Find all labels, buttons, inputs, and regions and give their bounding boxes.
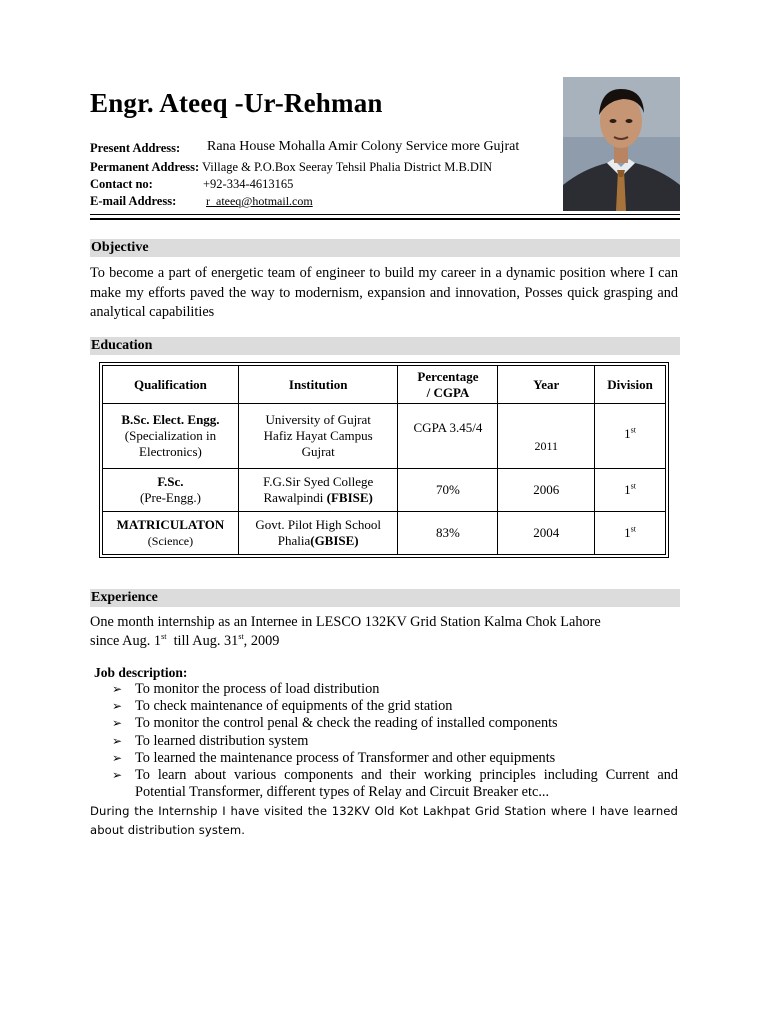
arrow-bullet-icon: ➢ xyxy=(112,768,123,783)
list-item: ➢ To monitor the process of load distribution xyxy=(112,681,380,697)
division-cell: 1st xyxy=(595,404,666,468)
arrow-bullet-icon: ➢ xyxy=(112,750,123,765)
arrow-bullet-icon: ➢ xyxy=(112,733,123,748)
email-row xyxy=(90,194,313,209)
experience-line-1: One month internship as an Internee in LESCO 132KV Grid Station Kalma Chok Lahore xyxy=(90,614,601,630)
email-link[interactable]: r_ateeq@hotmail.com xyxy=(206,194,313,208)
permanent-address-label: Permanent Address: xyxy=(90,160,200,174)
objective-text: To become a part of energetic team of engineer to build my career in a dynamic position where I can make my efforts paved the way to modernism, expansion and innovation, Posses quick grasping and analytical capabilities xyxy=(90,265,678,320)
email-label: E-mail Address: xyxy=(90,194,177,208)
arrow-bullet-icon: ➢ xyxy=(112,716,123,731)
header-year: Year xyxy=(498,366,595,404)
header-division: Division xyxy=(595,366,666,404)
education-table xyxy=(99,362,669,558)
section-education-heading: Education xyxy=(90,337,680,355)
internship-closing-text: During the Internship I have visited the 132KV Old Kot Lakhpat Grid Station where I have learned about distribution system. xyxy=(90,804,678,837)
candidate-name: Engr. Ateeq -Ur-Rehman xyxy=(90,88,383,118)
experience-summary xyxy=(90,613,678,651)
list-item: ➢ To learned the maintenance process of Transformer and other equipments xyxy=(112,749,556,766)
arrow-bullet-icon: ➢ xyxy=(112,682,123,696)
institution-cell: Govt. Pilot High School Phalia(GBISE) xyxy=(238,511,398,554)
arrow-bullet-icon: ➢ xyxy=(112,699,123,714)
header-qualification: Qualification xyxy=(103,366,239,404)
header-percentage: Percentage / CGPA xyxy=(398,366,498,404)
institution-cell: University of Gujrat Hafiz Hayat Campus Gujrat xyxy=(238,404,398,468)
score-cell: 70% xyxy=(398,468,498,511)
list-item: ➢ To learn about various components and their working principles including Current and Potential Transformer, different types of Relay and Circuit Breaker etc... xyxy=(112,767,678,801)
job-description-list xyxy=(112,681,678,801)
present-address-value: Rana House Mohalla Amir Colony Service more Gujrat xyxy=(207,139,520,154)
list-item: ➢ To check maintenance of equipments of the grid station xyxy=(112,698,453,715)
list-item: ➢ To learned distribution system xyxy=(112,732,309,749)
year-cell: 2004 xyxy=(498,511,595,554)
profile-photo xyxy=(563,77,680,211)
division-cell: 1st xyxy=(595,511,666,554)
year-cell: 2011 xyxy=(498,404,595,468)
institution-cell: F.G.Sir Syed College Rawalpindi (FBISE) xyxy=(238,468,398,511)
table-row xyxy=(103,404,666,468)
present-address-label: Present Address: xyxy=(90,141,181,155)
table-row xyxy=(103,511,666,554)
header-divider-thick xyxy=(90,218,680,220)
contact-value: +92-334-4613165 xyxy=(203,177,294,191)
qualification-cell: F.Sc. (Pre-Engg.) xyxy=(103,468,239,511)
qualification-cell: B.Sc. Elect. Engg. (Specialization in Electronics) xyxy=(103,404,239,468)
contact-row xyxy=(90,177,294,192)
list-item: ➢ To monitor the control penal & check the reading of installed components xyxy=(112,715,558,732)
section-experience-heading: Experience xyxy=(90,589,680,607)
section-objective-heading: Objective xyxy=(90,239,680,257)
score-cell: 83% xyxy=(398,511,498,554)
header-institution: Institution xyxy=(238,366,398,404)
contact-label: Contact no: xyxy=(90,177,153,191)
year-cell: 2006 xyxy=(498,468,595,511)
qualification-cell: MATRICULATON (Science) xyxy=(103,511,239,554)
header-divider-thin xyxy=(90,214,680,215)
permanent-address-row xyxy=(90,160,493,175)
score-cell: CGPA 3.45/4 xyxy=(398,404,498,468)
permanent-address-value: Village & P.O.Box Seeray Tehsil Phalia District M.B.DIN xyxy=(202,160,493,174)
table-row xyxy=(103,468,666,511)
experience-dates: since Aug. 1st till Aug. 31st, 2009 xyxy=(90,632,280,649)
table-header-row xyxy=(103,366,666,404)
division-cell: 1st xyxy=(595,468,666,511)
job-description-title: Job description: xyxy=(94,665,188,680)
present-address-row xyxy=(90,139,520,156)
